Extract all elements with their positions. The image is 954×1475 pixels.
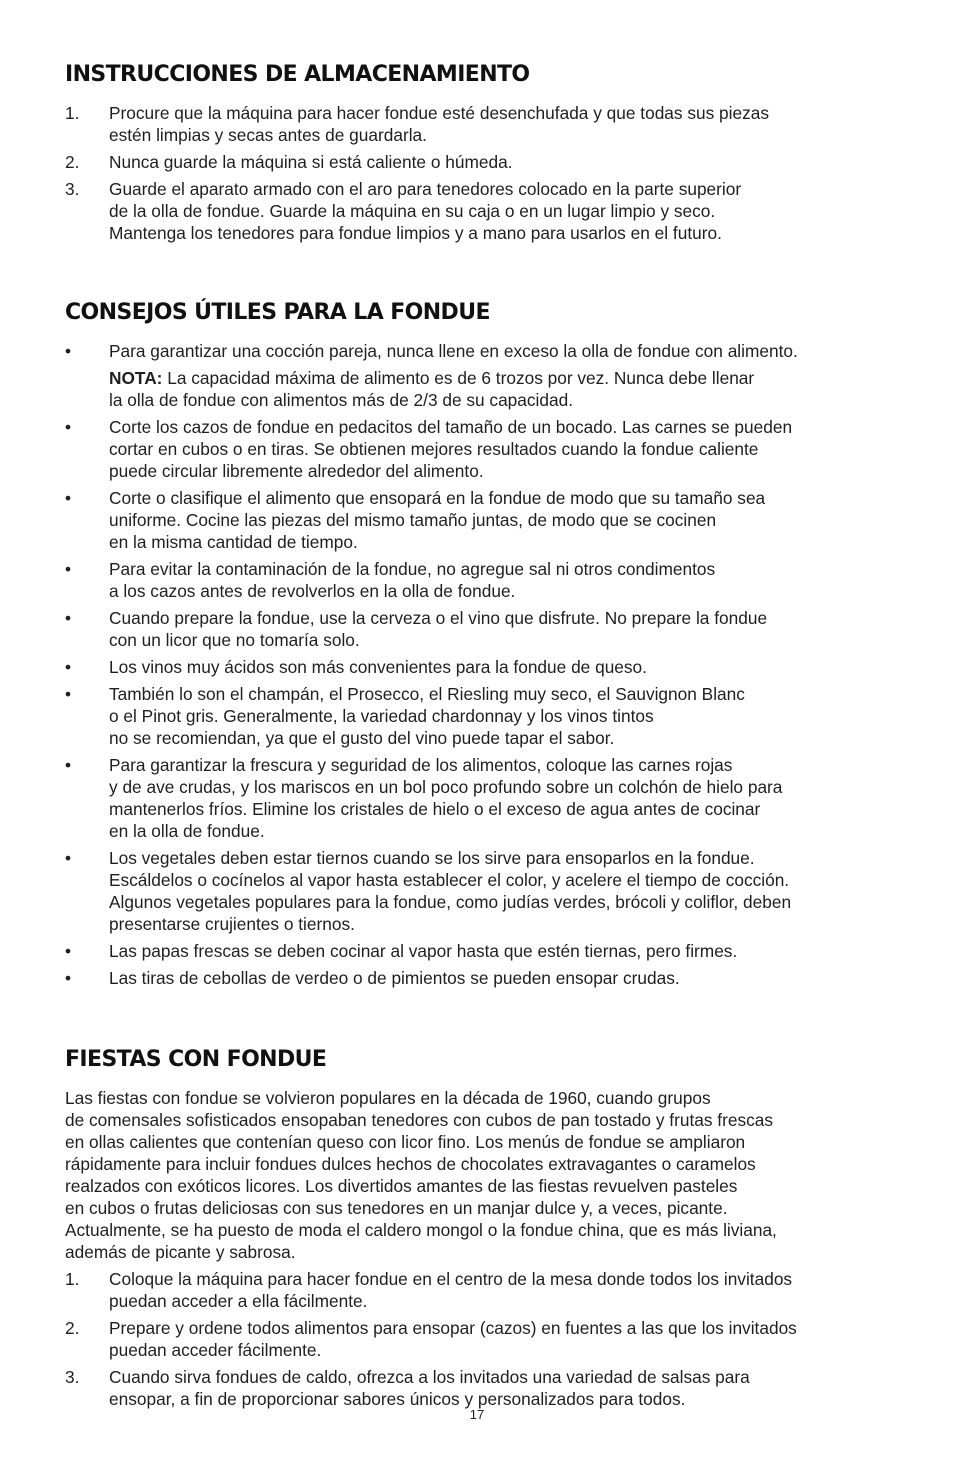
note-line-2: la olla de fondue con alimentos más de 2/3 de su capacidad.: [109, 390, 574, 410]
list-item-line: no se recomiendan, ya que el gusto del vino puede tapar el sabor.: [109, 728, 615, 748]
list-item: [65, 340, 895, 362]
list-item: [65, 416, 895, 482]
list-item: [65, 1268, 895, 1312]
list-marker: 1.: [65, 1269, 80, 1289]
list-marker: •: [65, 417, 72, 437]
list-item-line: en la misma cantidad de tiempo.: [109, 532, 358, 552]
document-page: [65, 60, 895, 1415]
paragraph-line: realzados con exóticos licores. Los divertidos amantes de las fiestas revuelven pasteles: [65, 1176, 738, 1196]
list-item: [65, 102, 895, 146]
tips-list: [65, 416, 895, 989]
list-item-line: Nunca guarde la máquina si está caliente o húmeda.: [109, 152, 513, 172]
list-item-line: Prepare y ordene todos alimentos para ensopar (cazos) en fuentes a las que los invitados: [109, 1318, 797, 1338]
list-item-line: Mantenga los tenedores para fondue limpios y a mano para usarlos en el futuro.: [109, 223, 722, 243]
list-item-line: Cuando prepare la fondue, use la cerveza o el vino que disfrute. No prepare la fondue: [109, 608, 768, 628]
list-item-line: Corte o clasifique el alimento que ensopará en la fondue de modo que su tamaño sea: [109, 488, 766, 508]
list-item-line: cortar en cubos o en tiras. Se obtienen mejores resultados cuando la fondue caliente: [109, 439, 759, 459]
list-item: [65, 487, 895, 553]
list-item-line: Corte los cazos de fondue en pedacitos del tamaño de un bocado. Las carnes se pueden: [109, 417, 793, 437]
list-item-line: y de ave crudas, y los mariscos en un bol poco profundo sobre un colchón de hielo para: [109, 777, 783, 797]
storage-list: [65, 102, 895, 244]
list-item: [65, 967, 895, 989]
list-item: [65, 1317, 895, 1361]
list-marker: 3.: [65, 179, 80, 199]
list-item-line: Coloque la máquina para hacer fondue en el centro de la mesa donde todos los invitados: [109, 1269, 793, 1289]
list-item-line: a los cazos antes de revolverlos en la olla de fondue.: [109, 581, 516, 601]
list-marker: •: [65, 684, 72, 704]
list-marker: •: [65, 755, 72, 775]
list-marker: •: [65, 559, 72, 579]
list-item-line: estén limpias y secas antes de guardarla.: [109, 125, 427, 145]
list-item: [65, 151, 895, 173]
list-item-line: Escáldelos o cocínelos al vapor hasta establecer el color, y acelere el tiempo de cocción.: [109, 870, 790, 890]
paragraph-line: rápidamente para incluir fondues dulces hechos de chocolates extravagantes o caramelos: [65, 1154, 756, 1174]
list-marker: 2.: [65, 1318, 80, 1338]
list-item-line: Los vegetales deben estar tiernos cuando se los sirve para ensoparlos en la fondue.: [109, 848, 755, 868]
list-item-line: Cuando sirva fondues de caldo, ofrezca a los invitados una variedad de salsas para: [109, 1367, 750, 1387]
tips-note: [65, 367, 895, 411]
list-item: [65, 656, 895, 678]
list-marker: •: [65, 608, 72, 628]
list-item-line: Para evitar la contaminación de la fondue, no agregue sal ni otros condimentos: [109, 559, 716, 579]
list-item: [65, 847, 895, 935]
list-item-line: con un licor que no tomaría solo.: [109, 630, 360, 650]
paragraph-line: de comensales sofisticados ensopaban tenedores con cubos de pan tostado y frutas frescas: [65, 1110, 774, 1130]
list-marker: •: [65, 657, 72, 677]
list-item-line: de la olla de fondue. Guarde la máquina en su caja o en un lugar limpio y seco.: [109, 201, 716, 221]
list-item: [65, 558, 895, 602]
list-item: [65, 940, 895, 962]
list-item-line: Los vinos muy ácidos son más convenientes para la fondue de queso.: [109, 657, 647, 677]
list-item-line: También lo son el champán, el Prosecco, el Riesling muy seco, el Sauvignon Blanc: [109, 684, 745, 704]
list-marker: •: [65, 941, 72, 961]
list-item-line: puedan acceder a ella fácilmente.: [109, 1291, 368, 1311]
paragraph-line: en ollas calientes que contenían queso con licor fino. Los menús de fondue se ampliaron: [65, 1132, 746, 1152]
list-item-line: Algunos vegetales populares para la fondue, como judías verdes, brócoli y coliflor, deben: [109, 892, 792, 912]
storage-heading: INSTRUCCIONES DE ALMACENAMIENTO: [65, 62, 530, 87]
parties-list: [65, 1268, 895, 1410]
list-marker: •: [65, 848, 72, 868]
storage-section: [65, 60, 895, 244]
list-item-line: presentarse crujientes o tiernos.: [109, 914, 355, 934]
parties-section: [65, 1045, 895, 1410]
paragraph-line: en cubos o frutas deliciosas con sus tenedores en un manjar dulce y, a veces, picante.: [65, 1198, 728, 1218]
list-item-line: Las papas frescas se deben cocinar al vapor hasta que estén tiernas, pero firmes.: [109, 941, 738, 961]
parties-heading: FIESTAS CON FONDUE: [65, 1047, 327, 1072]
paragraph-line: Actualmente, se ha puesto de moda el caldero mongol o la fondue china, que es más liviana,: [65, 1220, 777, 1240]
list-item-line: ensopar, a fin de proporcionar sabores únicos y personalizados para todos.: [109, 1389, 686, 1409]
list-item: [65, 1366, 895, 1410]
note-label: NOTA:: [109, 368, 163, 388]
tips-heading: CONSEJOS ÚTILES PARA LA FONDUE: [65, 300, 490, 325]
list-item-line: uniforme. Cocine las piezas del mismo tamaño juntas, de modo que se cocinen: [109, 510, 717, 530]
list-marker: 1.: [65, 103, 80, 123]
tips-first-list: [65, 340, 895, 362]
list-item-line: puede circular libremente alrededor del alimento.: [109, 461, 484, 481]
paragraph-line: Las fiestas con fondue se volvieron populares en la década de 1960, cuando grupos: [65, 1088, 711, 1108]
list-item-line: o el Pinot gris. Generalmente, la variedad chardonnay y los vinos tintos: [109, 706, 654, 726]
list-item-line: Procure que la máquina para hacer fondue esté desenchufada y que todas sus piezas: [109, 103, 770, 123]
list-item-line: Las tiras de cebollas de verdeo o de pimientos se pueden ensopar crudas.: [109, 968, 680, 988]
tips-section: [65, 298, 895, 989]
list-item-line: mantenerlos fríos. Elimine los cristales de hielo o el exceso de agua antes de cocinar: [109, 799, 761, 819]
note-line-1: La capacidad máxima de alimento es de 6 trozos por vez. Nunca debe llenar: [162, 368, 755, 388]
list-item-line: Para garantizar una cocción pareja, nunca llene en exceso la olla de fondue con alimento.: [109, 341, 798, 361]
list-marker: •: [65, 968, 72, 988]
list-item: [65, 683, 895, 749]
list-item-line: Guarde el aparato armado con el aro para tenedores colocado en la parte superior: [109, 179, 742, 199]
parties-paragraph: [65, 1087, 895, 1263]
list-marker: •: [65, 341, 72, 361]
paragraph-line: además de picante y sabrosa.: [65, 1242, 296, 1262]
list-marker: 3.: [65, 1367, 80, 1387]
page-number: 17: [469, 1407, 485, 1422]
list-item: [65, 754, 895, 842]
list-marker: 2.: [65, 152, 80, 172]
list-item-line: puedan acceder fácilmente.: [109, 1340, 322, 1360]
list-item: [65, 178, 895, 244]
list-item-line: Para garantizar la frescura y seguridad de los alimentos, coloque las carnes rojas: [109, 755, 733, 775]
list-item: [65, 607, 895, 651]
list-marker: •: [65, 488, 72, 508]
list-item-line: en la olla de fondue.: [109, 821, 265, 841]
